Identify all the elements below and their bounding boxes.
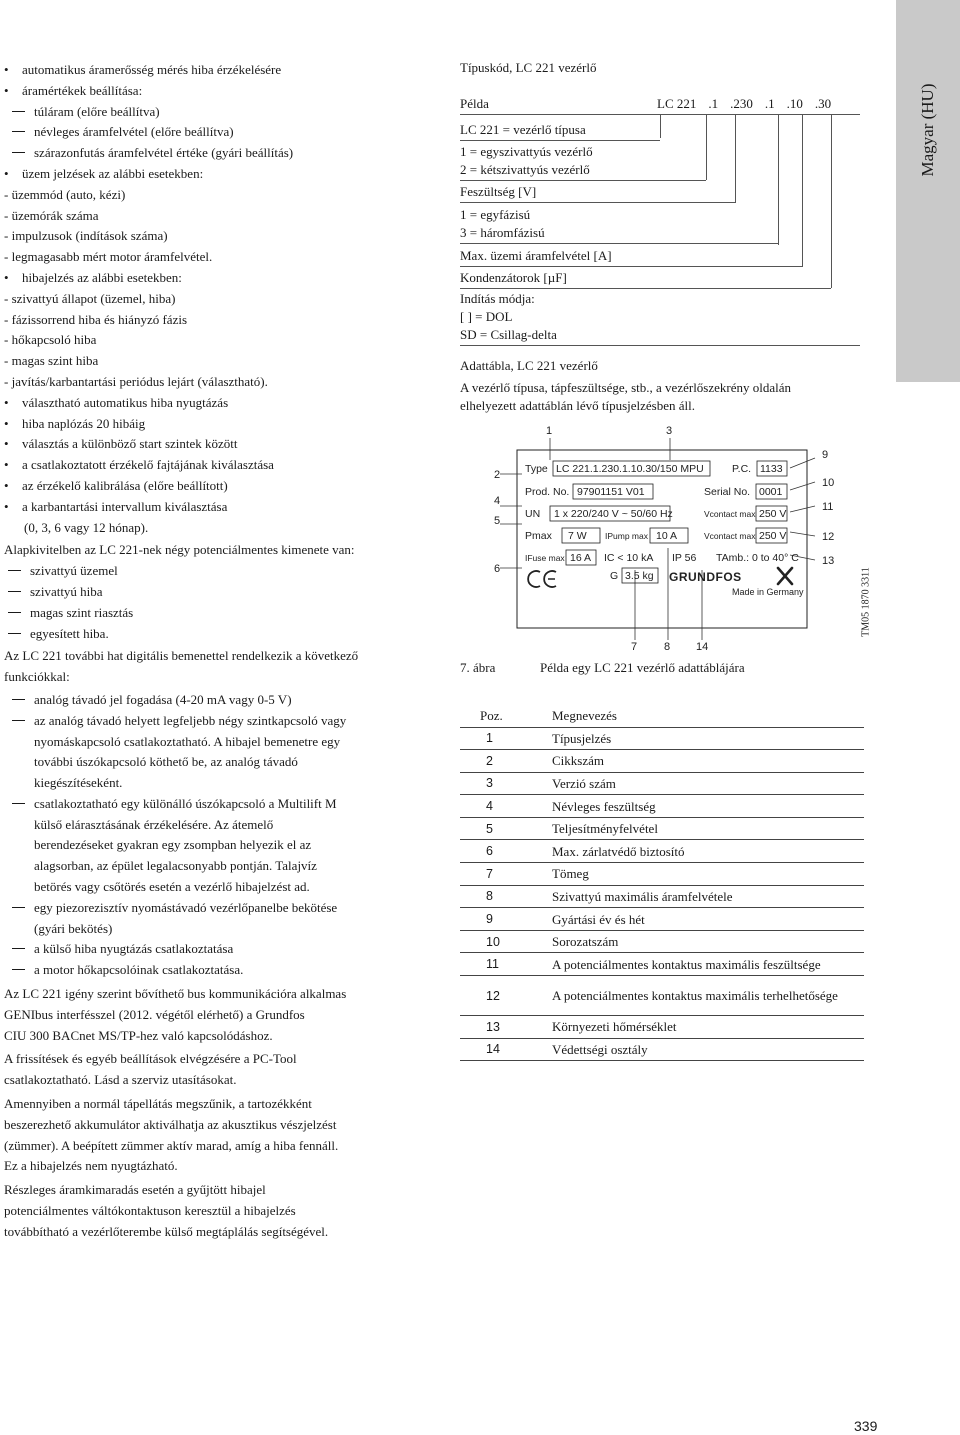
callout: 8 bbox=[664, 641, 671, 652]
output-item bbox=[4, 624, 392, 645]
list-item bbox=[4, 414, 392, 435]
callout: 7 bbox=[631, 641, 638, 652]
code-part: .1 bbox=[764, 96, 775, 111]
callout: 4 bbox=[494, 495, 501, 507]
list-item-text: túláram (előre beállítva) bbox=[34, 103, 160, 119]
pos-cell: 14 bbox=[486, 1042, 500, 1057]
list-item bbox=[4, 143, 392, 164]
grundfos-x-icon bbox=[778, 568, 792, 584]
table-row bbox=[460, 976, 864, 1016]
typecode-item-line: 1 = egyfázisú bbox=[460, 207, 531, 222]
example-code bbox=[657, 96, 831, 112]
tm-code: TM05 1870 3311 bbox=[860, 567, 872, 637]
example-label: Példa bbox=[460, 96, 489, 111]
table-row bbox=[460, 930, 864, 953]
bullet-icon: • bbox=[4, 457, 9, 473]
serial-label: Serial No. bbox=[704, 486, 751, 498]
typecode-connector bbox=[660, 114, 661, 138]
nameplate-title: Adattábla, LC 221 vezérlő bbox=[460, 358, 598, 373]
typecode-item-line: 1 = egyszivattyús vezérlő bbox=[460, 144, 593, 159]
output-text: szivattyú üzemel bbox=[30, 563, 118, 579]
input-text: nyomáskapcsoló csatlakoztatható. A hibajel bemenetre egy bbox=[34, 733, 341, 749]
list-item bbox=[4, 310, 392, 331]
list-item-text: - fázissorrend hiba és hiányzó fázis bbox=[4, 311, 188, 327]
list-item bbox=[4, 81, 392, 102]
typecode-item-line: Feszültség [V] bbox=[460, 184, 537, 199]
typecode-item-line: 2 = kétszivattyús vezérlő bbox=[460, 162, 590, 177]
input-item-line bbox=[4, 690, 392, 711]
tamb-label: TAmb.: 0 to 40° C bbox=[716, 552, 799, 564]
list-item bbox=[4, 351, 392, 372]
paragraph-outputs: Alapkivitelben az LC 221-nek négy potenciálmentes kimenete van: bbox=[4, 542, 355, 558]
input-item-line bbox=[4, 711, 392, 732]
typecode-item-line: LC 221 = vezérlő típusa bbox=[460, 122, 586, 137]
output-text: szivattyú hiba bbox=[30, 583, 103, 599]
callout: 10 bbox=[822, 477, 835, 489]
typecode-item-rule bbox=[460, 288, 831, 289]
input-text: a külső hiba nyugtázás csatlakoztatása bbox=[34, 941, 234, 957]
pos-cell: 9 bbox=[486, 912, 493, 927]
table-row bbox=[460, 795, 864, 818]
prod-value: 97901151 V01 bbox=[577, 486, 645, 498]
name-cell: Tömeg bbox=[552, 866, 589, 882]
pmax-label: Pmax bbox=[525, 530, 552, 542]
list-item bbox=[4, 476, 392, 497]
serial-value: 0001 bbox=[759, 486, 783, 498]
code-part: .10 bbox=[786, 96, 803, 111]
nameplate-desc-1: A vezérlő típusa, tápfeszültsége, stb., a vezérlőszekrény oldalán bbox=[460, 380, 792, 395]
input-text: alagsorban, az épület legalacsonyabb pontján. Talajvíz bbox=[34, 858, 317, 874]
figure-number: 7. ábra bbox=[460, 660, 496, 675]
name-cell: Cikkszám bbox=[552, 753, 604, 769]
table-row bbox=[460, 840, 864, 863]
table-row bbox=[460, 863, 864, 886]
input-text: a motor hőkapcsolóinak csatlakoztatása. bbox=[34, 962, 244, 978]
pos-cell: 10 bbox=[486, 934, 500, 949]
list-item bbox=[4, 185, 392, 206]
list-item-text: üzem jelzések az alábbi esetekben: bbox=[22, 165, 204, 181]
table-row bbox=[460, 817, 864, 840]
list-item-text: választás a különböző start szintek között bbox=[22, 436, 238, 452]
code-part: .1 bbox=[708, 96, 719, 111]
input-item-line bbox=[4, 773, 392, 794]
list-item bbox=[4, 372, 392, 393]
pos-cell: 13 bbox=[486, 1019, 500, 1034]
name-cell: Teljesítményfelvétel bbox=[552, 821, 658, 837]
input-text: analóg távadó jel fogadása (4-20 mA vagy 0-5 V) bbox=[34, 691, 292, 707]
list-item-text: - hőkapcsoló hiba bbox=[4, 332, 97, 348]
name-cell: Védettségi osztály bbox=[552, 1041, 648, 1057]
output-item bbox=[4, 561, 392, 582]
paragraph-line: Az LC 221 igény szerint bővíthető bus kommunikációra alkalmas bbox=[4, 986, 347, 1002]
table-header-row bbox=[460, 705, 864, 727]
typecode-item-rule bbox=[460, 202, 735, 203]
pos-cell: 7 bbox=[486, 866, 493, 881]
typecode-connector bbox=[802, 114, 803, 267]
list-item bbox=[4, 330, 392, 351]
ic-label: IC < 10 kA bbox=[604, 552, 654, 564]
paragraph-line: beszerezhető akkumulátor aktiválhatja az akusztikus vészjelzést bbox=[4, 1116, 337, 1132]
typecode-section bbox=[460, 60, 860, 360]
bullet-icon: • bbox=[4, 415, 9, 431]
input-item-line bbox=[4, 794, 392, 815]
typecode-title: Típuskód, LC 221 vezérlő bbox=[460, 60, 597, 75]
list-item bbox=[4, 268, 392, 289]
paragraph-phase bbox=[4, 1180, 392, 1242]
output-text: magas szint riasztás bbox=[30, 604, 134, 620]
left-column bbox=[4, 60, 392, 1246]
callout: 12 bbox=[822, 531, 835, 543]
list-item bbox=[4, 434, 392, 455]
table-row bbox=[460, 1016, 864, 1039]
list-item bbox=[4, 455, 392, 476]
ifuse-value: 16 A bbox=[570, 552, 592, 564]
col-header-pos: Poz. bbox=[480, 707, 503, 723]
input-text: az analóg távadó helyett legfeljebb négy szintkapcsoló vagy bbox=[34, 712, 347, 728]
bullet-icon: • bbox=[4, 165, 9, 181]
table-row bbox=[460, 1038, 864, 1061]
dash-icon bbox=[8, 561, 24, 582]
pos-cell: 11 bbox=[486, 957, 499, 972]
typecode-item-line: Indítás módja: bbox=[460, 291, 535, 306]
callout: 1 bbox=[546, 425, 553, 437]
code-part: .230 bbox=[730, 96, 753, 111]
paragraph-line: potenciálmentes váltókontaktuson keresztül a hibajelzés bbox=[4, 1203, 296, 1219]
list-item-text: szárazonfutás áramfelvétel értéke (gyári beállítás) bbox=[34, 145, 294, 161]
input-item-line bbox=[4, 752, 392, 773]
typecode-item-line: SD = Csillag-delta bbox=[460, 327, 557, 342]
list-item bbox=[4, 226, 392, 247]
paragraph-inputs: Az LC 221 további hat digitális bemenettel rendelkezik a következő funkciókkal: bbox=[4, 648, 359, 685]
list-item-text: a karbantartási intervallum kiválasztása bbox=[22, 498, 228, 514]
callout: 14 bbox=[696, 641, 709, 652]
code-part: .30 bbox=[814, 96, 832, 111]
paragraph-line: Részleges áramkimaradás esetén a gyűjtött hibajel bbox=[4, 1182, 266, 1198]
side-tab-label: Magyar (HU) bbox=[918, 83, 937, 177]
list-item-text: - javítás/karbantartási periódus lejárt (választható). bbox=[4, 373, 268, 389]
list-item bbox=[4, 247, 392, 268]
callout: 5 bbox=[494, 515, 501, 527]
prod-label: Prod. No. bbox=[525, 486, 570, 498]
list-item-text: (0, 3, 6 vagy 12 hónap). bbox=[24, 519, 149, 535]
table-row bbox=[460, 772, 864, 795]
typecode-item-rule bbox=[460, 180, 706, 181]
pos-cell: 5 bbox=[486, 821, 493, 836]
input-text: betörés vagy csőtörés esetén a vezérlő hibajelzést ad. bbox=[34, 879, 310, 895]
typecode-item-line: Kondenzátorok [µF] bbox=[460, 270, 567, 285]
g-label: G bbox=[610, 570, 619, 582]
list-item-text: - impulzusok (indítások száma) bbox=[4, 228, 168, 244]
paragraph-line: GENIbus interfésszel (2012. végétől elérhető) a Grundfos bbox=[4, 1006, 305, 1022]
list-item bbox=[4, 60, 392, 81]
dash-icon bbox=[8, 624, 24, 645]
position-table bbox=[460, 705, 864, 1061]
input-item-line bbox=[4, 898, 392, 919]
dash-icon bbox=[12, 711, 28, 732]
list-item-text: - legmagasabb mért motor áramfelvétel. bbox=[4, 249, 213, 265]
dash-icon bbox=[12, 898, 28, 919]
input-item-line bbox=[4, 815, 392, 836]
typecode-connector bbox=[706, 114, 707, 180]
name-cell: Típusjelzés bbox=[552, 730, 612, 746]
paragraph-line: Ez a hibajelzés nem nyugtázható. bbox=[4, 1158, 178, 1174]
paragraph-line: A frissítések és egyéb beállítások elvégzésére a PC-Tool bbox=[4, 1051, 297, 1067]
pos-cell: 3 bbox=[486, 776, 493, 791]
callout: 9 bbox=[822, 449, 829, 461]
typecode-connector bbox=[831, 114, 832, 288]
typecode-item-rule bbox=[460, 140, 660, 141]
list-item-text: - üzemmód (auto, kézi) bbox=[4, 186, 126, 202]
name-cell: Szivattyú maximális áramfelvétele bbox=[552, 888, 733, 904]
list-item bbox=[4, 122, 392, 143]
list-item-text: - szivattyú állapot (üzemel, hiba) bbox=[4, 290, 176, 306]
nameplate-section bbox=[460, 357, 791, 415]
table-row bbox=[460, 908, 864, 931]
list-item-text: automatikus áramerősség mérés hiba érzékelésére bbox=[22, 62, 282, 77]
list-item-text: - üzemórák száma bbox=[4, 207, 99, 223]
input-item-line bbox=[4, 732, 392, 753]
list-item-text: hibajelzés az alábbi esetekben: bbox=[22, 269, 182, 285]
bullet-icon: • bbox=[4, 394, 9, 410]
list-item bbox=[4, 102, 392, 123]
input-text: kiegészítéseként. bbox=[34, 775, 123, 791]
pos-cell: 8 bbox=[486, 889, 493, 904]
grundfos-logo: GRUNDFOS bbox=[669, 570, 742, 584]
name-cell: Névleges feszültség bbox=[552, 798, 656, 814]
typecode-item-rule bbox=[460, 345, 860, 346]
paragraph-updates bbox=[4, 1049, 392, 1091]
pos-cell: 6 bbox=[486, 844, 493, 859]
typecode-connector bbox=[778, 114, 779, 245]
table-row bbox=[460, 727, 864, 750]
language-side-tab bbox=[896, 0, 960, 382]
typecode-connector bbox=[735, 114, 736, 203]
output-item bbox=[4, 582, 392, 603]
callout: 3 bbox=[666, 425, 673, 437]
nameplate-figure bbox=[470, 420, 860, 652]
code-part: LC 221 bbox=[657, 96, 697, 111]
table-row bbox=[460, 953, 864, 976]
bullet-icon: • bbox=[4, 477, 9, 493]
list-item bbox=[4, 497, 392, 518]
vcontact-label-2: Vcontact max bbox=[704, 531, 756, 541]
dash-icon bbox=[8, 582, 24, 603]
bullet-icon: • bbox=[4, 498, 9, 514]
name-cell: Környezeti hőmérséklet bbox=[552, 1019, 677, 1035]
dash-icon bbox=[12, 122, 28, 143]
input-item-line bbox=[4, 856, 392, 877]
name-cell: Max. zárlatvédő biztosító bbox=[552, 843, 685, 859]
ce-mark-icon bbox=[528, 571, 556, 587]
pos-cell: 2 bbox=[486, 753, 493, 768]
callout: 2 bbox=[494, 469, 501, 481]
list-item-text: - magas szint hiba bbox=[4, 353, 99, 369]
bullet-icon: • bbox=[4, 82, 9, 98]
dash-icon bbox=[12, 794, 28, 815]
input-item-line bbox=[4, 835, 392, 856]
callout: 6 bbox=[494, 563, 501, 575]
input-item-line bbox=[4, 960, 392, 981]
name-cell: A potenciálmentes kontaktus maximális feszültsége bbox=[552, 956, 821, 972]
callout: 11 bbox=[822, 501, 834, 513]
ifuse-label: IFuse max bbox=[525, 553, 565, 563]
dash-icon bbox=[12, 102, 28, 123]
bullet-icon: • bbox=[4, 62, 9, 77]
ip-label: IP 56 bbox=[672, 552, 697, 564]
list-item bbox=[4, 206, 392, 227]
callout: 13 bbox=[822, 555, 835, 567]
vcontact-value-2: 250 V bbox=[759, 530, 787, 542]
dash-icon bbox=[12, 690, 28, 711]
table-row bbox=[460, 750, 864, 773]
list-item bbox=[4, 164, 392, 185]
list-item-text: hiba naplózás 20 hibáig bbox=[22, 415, 146, 431]
ipump-value: 10 A bbox=[656, 530, 678, 542]
input-text: egy piezorezisztív nyomástávadó vezérlőpanelbe bekötése bbox=[34, 899, 338, 915]
type-value: LC 221.1.230.1.10.30/150 MPU bbox=[556, 463, 704, 475]
name-cell: Gyártási év és hét bbox=[552, 911, 645, 927]
list-item-text: áramértékek beállítása: bbox=[22, 82, 143, 98]
g-value: 3.5 kg bbox=[625, 570, 654, 582]
paragraph-line: (zümmer). A beépített zümmer aktív marad, amíg a hiba fennáll. bbox=[4, 1137, 339, 1153]
list-item-text: választható automatikus hiba nyugtázás bbox=[22, 394, 229, 410]
paragraph-line: CIU 300 BACnet MS/TP-hez való kapcsolódáshoz. bbox=[4, 1027, 273, 1043]
col-header-name: Megnevezés bbox=[552, 708, 617, 724]
input-item-line bbox=[4, 877, 392, 898]
typecode-item-rule bbox=[460, 266, 802, 267]
ipump-label: IPump max bbox=[605, 531, 648, 541]
pos-cell: 12 bbox=[486, 988, 500, 1003]
list-item bbox=[4, 289, 392, 310]
un-label: UN bbox=[525, 508, 541, 520]
input-text: külső elárasztásának érzékelésére. Az átemelő bbox=[34, 816, 274, 832]
list-item bbox=[4, 518, 392, 539]
paragraph-battery bbox=[4, 1094, 392, 1177]
figure-caption bbox=[460, 660, 745, 676]
input-item-line bbox=[4, 919, 392, 940]
list-item-text: névleges áramfelvétel (előre beállítva) bbox=[34, 124, 234, 140]
input-item-line bbox=[4, 939, 392, 960]
name-cell: Sorozatszám bbox=[552, 934, 619, 950]
plate-content bbox=[525, 461, 804, 597]
paragraph-line: továbbítható a vezérlőterembe külső megtáplálás segítségével. bbox=[4, 1223, 329, 1239]
dash-icon bbox=[12, 960, 28, 981]
pos-cell: 4 bbox=[486, 799, 493, 814]
table-row bbox=[460, 885, 864, 908]
dash-icon bbox=[8, 603, 24, 624]
dash-icon bbox=[12, 143, 28, 164]
typecode-item-line: 3 = háromfázisú bbox=[460, 225, 545, 240]
typecode-item-line: Max. üzemi áramfelvétel [A] bbox=[460, 248, 612, 263]
paragraph-line: csatlakoztatható. Lásd a szerviz utasításokat. bbox=[4, 1072, 237, 1088]
pc-label: P.C. bbox=[732, 463, 752, 475]
list-item-text: a csatlakoztatott érzékelő fajtájának kiválasztása bbox=[22, 457, 274, 473]
figure-text: Példa egy LC 221 vezérlő adattáblájára bbox=[540, 660, 745, 675]
paragraph-bus bbox=[4, 984, 392, 1046]
list-item bbox=[4, 393, 392, 414]
vcontact-label-1: Vcontact max bbox=[704, 509, 756, 519]
input-text: további úszókapcsoló köthető be, az analóg távadó bbox=[34, 754, 298, 770]
list-item-text: az érzékelő kalibrálása (előre beállított) bbox=[22, 477, 228, 493]
input-text: (gyári bekötés) bbox=[34, 920, 113, 936]
paragraph-line: Amennyiben a normál tápellátás megszűnik, a tartozékként bbox=[4, 1096, 312, 1112]
vcontact-value-1: 250 V bbox=[759, 508, 787, 520]
pmax-value: 7 W bbox=[568, 530, 587, 542]
output-text: egyesített hiba. bbox=[30, 625, 109, 641]
bullet-icon: • bbox=[4, 436, 9, 452]
un-value: 1 x 220/240 V ~ 50/60 Hz bbox=[554, 508, 673, 520]
type-label: Type bbox=[525, 463, 548, 475]
bullet-icon: • bbox=[4, 269, 9, 285]
pc-value: 1133 bbox=[760, 463, 783, 475]
input-text: berendezéseket gyakran egy zsompban helyezik el az bbox=[34, 837, 312, 853]
output-item bbox=[4, 603, 392, 624]
input-text: csatlakoztatható egy különálló úszókapcsoló a Multilift M bbox=[34, 795, 337, 811]
pos-cell: 1 bbox=[486, 731, 493, 746]
typecode-item-line: [ ] = DOL bbox=[460, 309, 513, 324]
page-number: 339 bbox=[854, 1418, 878, 1434]
name-cell: Verzió szám bbox=[552, 775, 616, 791]
typecode-item-rule bbox=[460, 243, 778, 244]
name-cell: A potenciálmentes kontaktus maximális terhelhetősége bbox=[552, 988, 838, 1004]
nameplate-desc-2: elhelyezett adattáblán lévő típusjelzésben áll. bbox=[460, 398, 695, 413]
dash-icon bbox=[12, 939, 28, 960]
made-in-germany: Made in Germany bbox=[732, 587, 804, 597]
